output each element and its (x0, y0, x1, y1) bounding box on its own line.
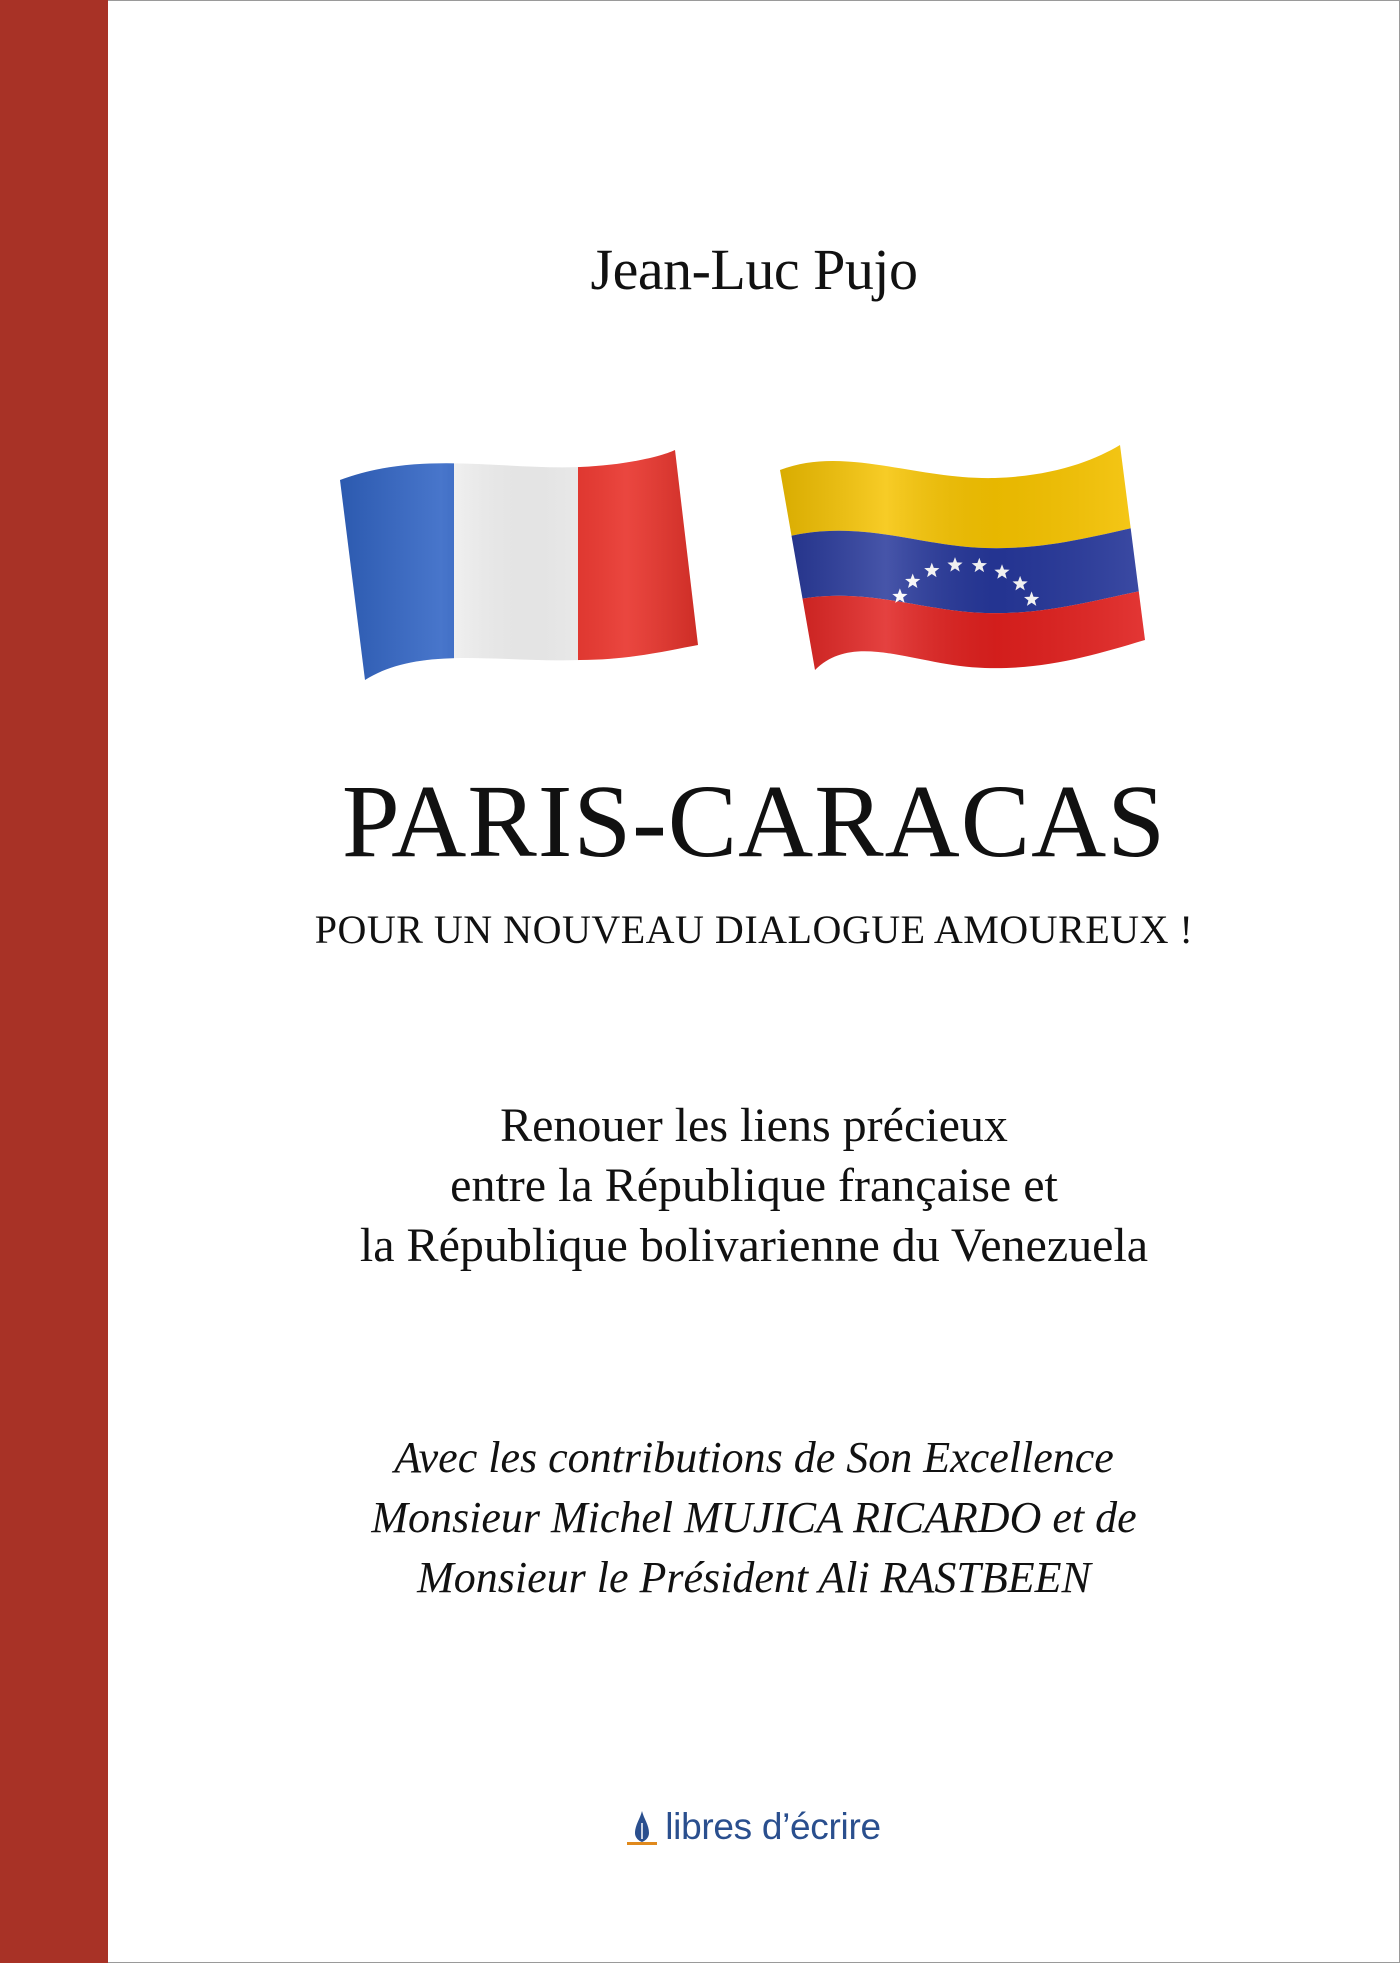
description-line: la République bolivarienne du Venezuela (359, 1219, 1149, 1272)
description-line: entre la République française et (450, 1159, 1058, 1212)
book-subtitle: POUR UN NOUVEAU DIALOGUE AMOUREUX ! (314, 907, 1194, 952)
publisher-name: libres d’écrire (665, 1806, 881, 1847)
publisher-logo (108, 1806, 1400, 1848)
france-flag-icon (330, 445, 700, 685)
spine-band (0, 0, 108, 1963)
contribution-line: Monsieur Michel MUJICA RICARDO et de (371, 1493, 1137, 1542)
description-line: Renouer les liens précieux (500, 1099, 1008, 1152)
pen-nib-icon (627, 1809, 657, 1845)
contributions-block (108, 1428, 1400, 1608)
flags-group (330, 445, 1150, 705)
contribution-line: Avec les contributions de Son Excellence (394, 1433, 1114, 1482)
author-name: Jean-Luc Pujo (590, 237, 918, 302)
contribution-line: Monsieur le Président Ali RASTBEEN (417, 1553, 1091, 1602)
description-block (108, 1096, 1400, 1276)
venezuela-flag-icon (775, 440, 1145, 680)
book-title: PARIS-CARACAS (341, 764, 1167, 879)
